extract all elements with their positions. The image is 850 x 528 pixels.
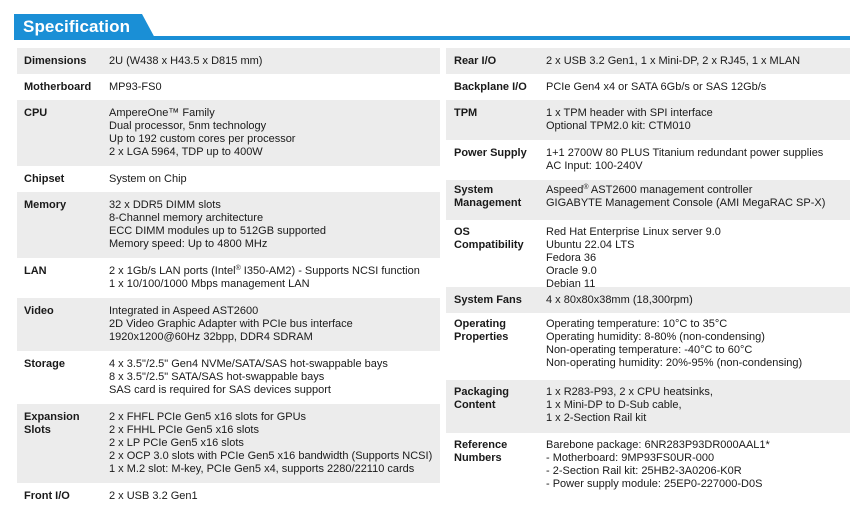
spec-value-line: PCIe Gen4 x4 or SATA 6Gb/s or SAS 12Gb/s — [546, 81, 767, 93]
spec-label-line: Properties — [454, 331, 509, 343]
spec-value-line: Aspeed® AST2600 management controller — [546, 184, 753, 196]
spec-label-line: TPM — [454, 107, 478, 119]
spec-value — [109, 173, 440, 192]
spec-label — [446, 81, 546, 100]
spec-value — [109, 305, 440, 351]
spec-value-line: 32 x DDR5 DIMM slots — [109, 199, 221, 211]
spec-label — [17, 265, 109, 298]
spec-value-line: 1 x 2-Section Rail kit — [546, 412, 647, 424]
spec-row-system-management — [446, 180, 850, 220]
spec-value — [109, 411, 440, 483]
spec-label — [446, 55, 546, 74]
spec-value — [109, 81, 440, 100]
spec-label — [17, 358, 109, 404]
spec-value-line: 4 x 80x80x38mm (18,300rpm) — [546, 294, 693, 306]
spec-label-line: Rear I/O — [454, 55, 497, 67]
spec-label-line: OS — [454, 226, 470, 238]
spec-label — [446, 147, 546, 180]
spec-value-line: AmpereOne™ Family — [109, 107, 215, 119]
spec-value-line: Operating humidity: 8-80% (non-condensing) — [546, 331, 765, 343]
spec-label-line: Reference — [454, 439, 508, 451]
spec-value-line: 1 x Mini-DP to D-Sub cable, — [546, 399, 682, 411]
spec-value-line: Barebone package: 6NR283P93DR000AAL1* — [546, 439, 770, 451]
spec-value — [546, 226, 850, 290]
spec-row-reference-numbers — [446, 433, 850, 499]
spec-value — [546, 386, 850, 433]
spec-value-line: System on Chip — [109, 173, 187, 185]
spec-value — [546, 318, 850, 380]
spec-value — [109, 490, 440, 509]
spec-label-line: Power Supply — [454, 147, 527, 159]
spec-value — [546, 81, 850, 100]
spec-label-line: Video — [24, 305, 54, 317]
spec-value — [109, 358, 440, 404]
spec-value-line: Dual processor, 5nm technology — [109, 120, 267, 132]
spec-value-line: Debian 11 — [546, 278, 596, 290]
spec-value-line: 1 x M.2 slot: M-key, PCIe Gen5 x4, supports 2280/22110 cards — [109, 463, 415, 475]
spec-value-line: Optional TPM2.0 kit: CTM010 — [546, 120, 691, 132]
spec-value-line: 2D Video Graphic Adapter with PCIe bus interface — [109, 318, 353, 330]
spec-value-line: Operating temperature: 10°C to 35°C — [546, 318, 728, 330]
spec-label — [446, 318, 546, 380]
spec-row-lan — [17, 258, 440, 298]
spec-value-line: Non-operating humidity: 20%-95% (non-condensing) — [546, 357, 803, 369]
spec-value-line: Non-operating temperature: -40°C to 60°C — [546, 344, 753, 356]
spec-value-line: Fedora 36 — [546, 252, 597, 264]
spec-label-line: Backplane I/O — [454, 81, 527, 93]
spec-value-line: ECC DIMM modules up to 512GB supported — [109, 225, 327, 237]
spec-label-line: LAN — [24, 265, 47, 277]
spec-label-line: System — [454, 184, 494, 196]
spec-label — [17, 305, 109, 351]
spec-value-line: 2 x USB 3.2 Gen1, 1 x Mini-DP, 2 x RJ45, 1 x MLAN — [546, 55, 801, 67]
spec-value-line: 2 x 1Gb/s LAN ports (Intel® I350-AM2) - Supports NCSI function — [109, 265, 420, 277]
spec-label-line: Motherboard — [24, 81, 92, 93]
spec-label-line: Numbers — [454, 452, 502, 464]
spec-value — [109, 107, 440, 166]
spec-value-line: 2 x FHHL PCIe Gen5 x16 slots — [109, 424, 259, 436]
spec-value-line: GIGABYTE Management Console (AMI MegaRAC SP-X) — [546, 197, 826, 209]
spec-value — [546, 294, 850, 313]
spec-row-memory — [17, 192, 440, 258]
spec-row-backplane-i-o — [446, 74, 850, 100]
spec-label-line: Chipset — [24, 173, 65, 185]
section-title: Specification — [23, 17, 131, 36]
spec-label-line: Content — [454, 399, 496, 411]
spec-label — [17, 81, 109, 100]
spec-value — [546, 184, 850, 220]
spec-label-line: System Fans — [454, 294, 522, 306]
spec-value-line: Up to 192 custom cores per processor — [109, 133, 296, 145]
spec-label — [446, 439, 546, 499]
spec-value-line: Integrated in Aspeed AST2600 — [109, 305, 259, 317]
spec-row-tpm — [446, 100, 850, 140]
spec-row-dimensions — [17, 48, 440, 74]
spec-value — [546, 107, 850, 140]
spec-value-line: 4 x 3.5"/2.5" Gen4 NVMe/SATA/SAS hot-swappable bays — [109, 358, 388, 370]
spec-label-line: Front I/O — [24, 490, 70, 502]
spec-value-line: - 2-Section Rail kit: 25HB2-3A0206-K0R — [546, 465, 742, 477]
spec-row-os-compatibility — [446, 220, 850, 290]
spec-value-line: MP93-FS0 — [109, 81, 162, 93]
spec-label — [17, 107, 109, 166]
spec-value-line: - Power supply module: 25EP0-227000-D0S — [546, 478, 763, 490]
spec-value-line: 2 x LP PCIe Gen5 x16 slots — [109, 437, 244, 449]
spec-value-line: 2 x USB 3.2 Gen1 — [109, 490, 198, 502]
spec-label-line: CPU — [24, 107, 48, 119]
spec-table-left — [17, 48, 440, 509]
spec-value — [109, 199, 440, 258]
spec-label-line: Memory — [24, 199, 67, 211]
spec-value-line: 2U (W438 x H43.5 x D815 mm) — [109, 55, 263, 67]
spec-label — [446, 386, 546, 433]
spec-label-line: Compatibility — [454, 239, 524, 251]
spec-label-line: Operating — [454, 318, 506, 330]
spec-label — [446, 107, 546, 140]
spec-value-line: Ubuntu 22.04 LTS — [546, 239, 635, 251]
spec-value — [109, 55, 440, 74]
spec-row-motherboard — [17, 74, 440, 100]
spec-value-line: 2 x LGA 5964, TDP up to 400W — [109, 146, 263, 158]
spec-label-line: Storage — [24, 358, 65, 370]
spec-label — [17, 55, 109, 74]
spec-value-line: Oracle 9.0 — [546, 265, 597, 277]
spec-row-rear-i-o — [446, 48, 850, 74]
spec-value-line: 1 x R283-P93, 2 x CPU heatsinks, — [546, 386, 713, 398]
spec-value-line: 8-Channel memory architecture — [109, 212, 264, 224]
spec-value — [546, 147, 850, 180]
spec-value-line: Red Hat Enterprise Linux server 9.0 — [546, 226, 721, 238]
spec-value-line: SAS card is required for SAS devices support — [109, 384, 331, 396]
spec-row-chipset — [17, 166, 440, 192]
spec-label — [17, 411, 109, 483]
spec-value-line: 2 x OCP 3.0 slots with PCIe Gen5 x16 bandwidth (Supports NCSI) — [109, 450, 433, 462]
spec-label — [17, 490, 109, 509]
spec-value — [546, 55, 850, 74]
spec-value-line: 1920x1200@60Hz 32bpp, DDR4 SDRAM — [109, 331, 313, 343]
section-header — [14, 14, 850, 40]
spec-label — [446, 294, 546, 313]
spec-value-line: 1 x TPM header with SPI interface — [546, 107, 713, 119]
spec-value-line: 1+1 2700W 80 PLUS Titanium redundant power supplies — [546, 147, 824, 159]
spec-label-line: Management — [454, 197, 522, 209]
spec-row-operating-properties — [446, 313, 850, 380]
spec-row-video — [17, 298, 440, 351]
spec-value — [109, 265, 440, 298]
spec-label-line: Expansion — [24, 411, 80, 423]
spec-label-line: Dimensions — [24, 55, 87, 67]
spec-table-right — [446, 48, 850, 499]
spec-label-line: Slots — [24, 424, 51, 436]
spec-value-line: Memory speed: Up to 4800 MHz — [109, 238, 268, 250]
spec-label-line: Packaging — [454, 386, 510, 398]
spec-value-line: 2 x FHFL PCIe Gen5 x16 slots for GPUs — [109, 411, 307, 423]
spec-label — [17, 173, 109, 192]
spec-value — [546, 439, 850, 499]
spec-row-expansion-slots — [17, 404, 440, 483]
spec-value-line: 8 x 3.5"/2.5" SATA/SAS hot-swappable bays — [109, 371, 325, 383]
spec-value-line: - Motherboard: 9MP93FS0UR-000 — [546, 452, 715, 464]
spec-value-line: AC Input: 100-240V — [546, 160, 643, 172]
spec-label — [446, 184, 546, 220]
spec-row-cpu — [17, 100, 440, 166]
spec-row-storage — [17, 351, 440, 404]
spec-row-packaging-content — [446, 380, 850, 433]
spec-value-line: 1 x 10/100/1000 Mbps management LAN — [109, 278, 310, 290]
spec-label — [446, 226, 546, 287]
spec-row-power-supply — [446, 140, 850, 180]
spec-row-front-i-o — [17, 483, 440, 509]
spec-label — [17, 199, 109, 258]
